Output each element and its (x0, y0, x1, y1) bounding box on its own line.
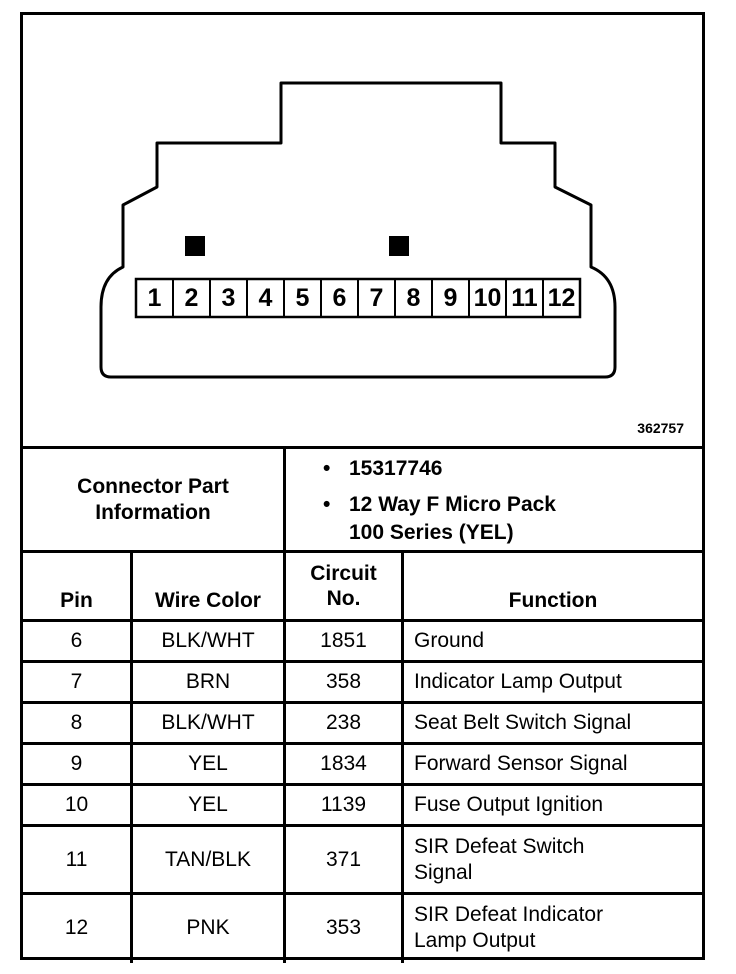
pin-6-label: 6 (332, 283, 347, 312)
pin-10-label: 10 (473, 283, 502, 312)
table-cell-function: Seat Belt Switch Signal (414, 711, 632, 735)
table-cell-wire-color: PNK (186, 915, 230, 939)
table-cell-circuit: 1834 (320, 752, 367, 776)
divider-part-info-vertical (283, 446, 286, 553)
latch-marker-left (185, 236, 205, 256)
table-cell-circuit: 371 (325, 847, 362, 871)
connector-frame (20, 12, 705, 960)
pin-2-label: 2 (184, 283, 199, 312)
pin-9-label: 9 (443, 283, 458, 312)
header-pin: Pin (60, 588, 93, 612)
pin-5-label: 5 (295, 283, 310, 312)
table-cell-function: Fuse Output Ignition (414, 793, 604, 817)
table-cell-circuit: 1851 (320, 629, 367, 653)
connector-series: 100 Series (YEL) (349, 521, 514, 544)
table-cell-wire-color: BLK/WHT (161, 629, 255, 653)
table-cell-wire-color: BRN (185, 670, 231, 694)
latch-marker-right (389, 236, 409, 256)
pin-11-label: 11 (511, 283, 538, 312)
header-wire-color: Wire Color (155, 588, 261, 612)
pin-4-label: 4 (258, 283, 273, 312)
table-cell-wire-color: YEL (188, 752, 228, 776)
pin-8-label: 8 (406, 283, 421, 312)
table-cell-pin: 11 (65, 847, 88, 871)
table-cell-wire-color: YEL (188, 793, 228, 817)
table-cell-function: SIR Defeat Switch Signal (414, 835, 585, 884)
table-cell-function: SIR Defeat Indicator Lamp Output (414, 903, 604, 952)
table-cell-circuit: 353 (325, 915, 362, 939)
table-cell-function: Indicator Lamp Output (414, 670, 622, 694)
table-cell-pin: 7 (70, 670, 83, 694)
part-info-list (323, 455, 556, 547)
table-cell-wire-color: TAN/BLK (165, 847, 251, 871)
table-cell-pin: 12 (64, 915, 89, 939)
table-cell-function: Ground (414, 629, 485, 653)
table-cell-circuit: 358 (325, 670, 362, 694)
table-cell-pin: 6 (70, 629, 83, 653)
part-info-label: Connector Part Information (77, 475, 229, 524)
pin-1-label: 1 (147, 283, 162, 312)
table-cell-pin: 10 (64, 793, 89, 817)
table-cell-circuit: 238 (325, 711, 362, 735)
connector-type: • 12 Way F Micro Pack (323, 493, 556, 516)
table-cell-circuit: 1139 (320, 793, 367, 817)
pin-3-label: 3 (221, 283, 236, 312)
diagram-id: 362757 (637, 420, 684, 436)
table-cell-function: Forward Sensor Signal (414, 752, 628, 776)
header-circuit: Circuit No. (310, 561, 377, 610)
table-cell-wire-color: BLK/WHT (161, 711, 255, 735)
table-cell-pin: 9 (70, 752, 83, 776)
connector-outline (23, 15, 702, 446)
part-number: • 15317746 (323, 457, 443, 480)
pin-7-label: 7 (369, 283, 384, 312)
table-cell-pin: 8 (70, 711, 83, 735)
header-function: Function (508, 588, 598, 612)
pin-12-label: 12 (547, 283, 576, 312)
connector-diagram (23, 15, 702, 446)
